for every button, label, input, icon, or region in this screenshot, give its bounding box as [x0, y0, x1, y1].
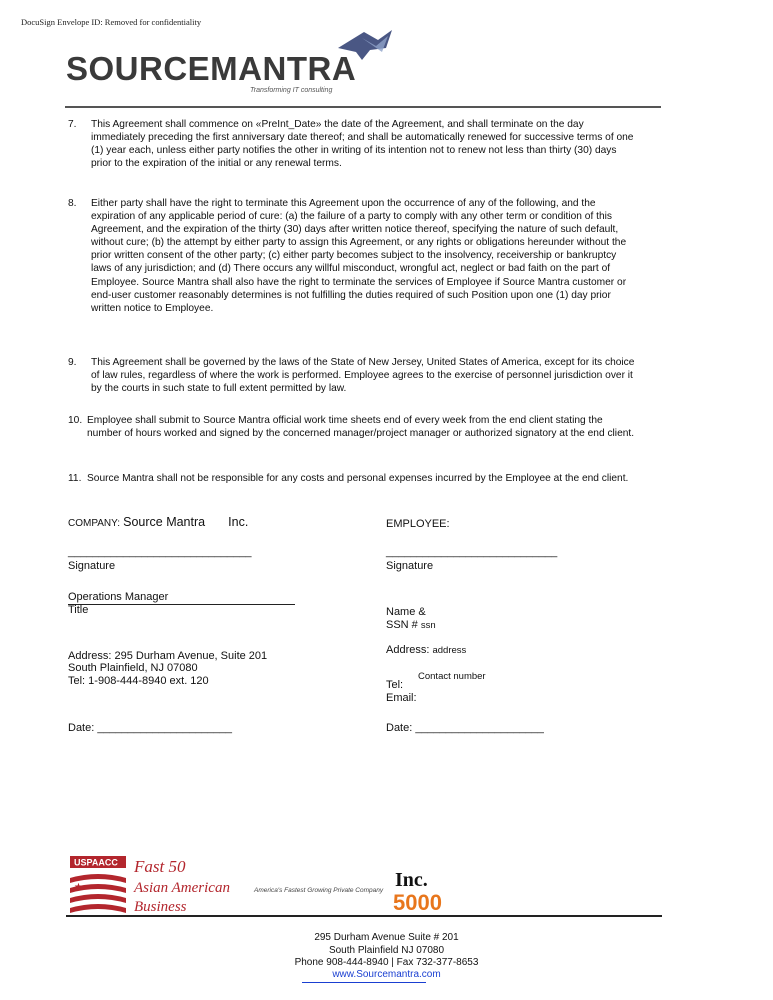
employee-contact-value[interactable]: Contact number — [418, 671, 486, 682]
company-date-field[interactable]: Date: ______________________ — [68, 722, 232, 734]
clause-number: 9. — [68, 357, 77, 368]
inc-label: Inc. — [395, 869, 428, 891]
employee-address-label: Address: — [386, 644, 430, 656]
website-underline — [302, 982, 426, 983]
company-title-value: Operations Manager — [68, 591, 169, 603]
employee-name-label: Name & — [386, 606, 426, 618]
clause-10 — [68, 414, 638, 440]
logo-wordmark: SOURCEMANTRA — [66, 50, 357, 87]
employee-ssn-value[interactable]: ssn — [420, 620, 436, 631]
employee-ssn-label: SSN # — [386, 619, 418, 631]
flag-icon — [70, 874, 126, 913]
logo-tagline: Transforming IT consulting — [250, 87, 333, 94]
clause-number: 8. — [68, 198, 77, 209]
clause-11 — [68, 472, 638, 485]
clause-9 — [68, 356, 638, 395]
fast50-subtitle: Asian American — [134, 880, 230, 896]
footer-website-link[interactable]: www.Sourcemantra.com — [332, 969, 441, 980]
fast50-business: Business — [134, 899, 187, 914]
company-address-2: South Plainfield, NJ 07080 — [68, 662, 198, 674]
company-heading — [68, 516, 248, 530]
uspaacc-fast50-logo — [70, 856, 240, 914]
employee-heading: EMPLOYEE: — [386, 518, 450, 530]
clause-text: Either party shall have the right to terminate this Agreement upon the occurrence of any of the following, and the expiration of any applicable period of cure: (a) the failure of a party to comply with any other term or condition of this Agreement, and the expiration of the thirty (30) days after written notice thereof, specifying the nature of such default, without cure; (b) the attempt by either party to assign this Agreement, or any rights or obligations hereunder without the prior written consent of the other party; (c) either party becomes subject to the insolvency, receivership or bankruptcy laws of any jurisdiction; and (d) There occurs any willful misconduct, wrongful act, neglect or bad faith on the part of Employee. Source Mantra shall also have the right to terminate the services of Employee if Source Mantra customer or end-user customer reasonably determines is not fulfilling the duties required of such Position upon one (1) day prior written notice to Employee. — [91, 198, 627, 314]
clause-text: This Agreement shall be governed by the laws of the State of New Jersey, United States of America, except for its choice of law rules, regardless of where the work is performed. Employee agrees to the exercise of personnel jurisdiction over it by the courts in such state to full extent permitted by law. — [91, 357, 635, 395]
clause-number: 11. — [68, 473, 82, 484]
fastest-growing-text: America's Fastest Growing Private Company — [254, 887, 384, 894]
company-title-label: Title — [68, 604, 89, 616]
envelope-id: DocuSign Envelope ID: Removed for confidentiality — [21, 17, 202, 27]
clause-text: Source Mantra shall not be responsible for any costs and personal expenses incurred by the Employee at the end client. — [87, 473, 629, 484]
employee-tel-label: Tel: — [386, 679, 404, 691]
employee-signature-label: Signature — [386, 560, 434, 572]
company-label: COMPANY: — [68, 518, 121, 529]
clause-text: Employee shall submit to Source Mantra official work time sheets end of every week from the end client stating the number of hours worked and signed by the concerned manager/project manager or authorized signatory at the end client. — [87, 415, 635, 440]
company-signature-line[interactable]: ______________________________ — [68, 546, 252, 558]
footer-address-2: South Plainfield NJ 07080 — [328, 945, 445, 956]
clause-7 — [68, 118, 638, 170]
fast50-title: Fast 50 — [134, 857, 186, 876]
clause-number: 10. — [68, 415, 83, 426]
employee-date-field[interactable]: Date: _____________________ — [386, 722, 544, 734]
footer-phone: Phone 908-444-8940 | Fax 732-377-8653 — [294, 957, 479, 968]
svg-text:★: ★ — [74, 882, 83, 893]
footer-divider — [66, 915, 662, 917]
clause-text: This Agreement shall commence on «PreInt_Date» the date of the Agreement, and shall terminate on the day immediately preceding the first anniversary date thereof; and shall be automatically renewed for successive terms of one (1) year each, unless either party notifies the other in writing of its intention not to renew not less than thirty (30) days prior to the expiration of the initial or any renewal terms. — [91, 119, 634, 170]
clause-8 — [68, 197, 638, 315]
header-divider — [65, 106, 661, 108]
company-signature-label: Signature — [68, 560, 116, 572]
footer-address-1: 295 Durham Avenue Suite # 201 — [314, 932, 459, 943]
company-address-1: Address: 295 Durham Avenue, Suite 201 — [68, 650, 268, 662]
company-suffix: Inc. — [228, 515, 249, 529]
company-name: Source Mantra — [123, 515, 206, 529]
employee-address — [386, 644, 466, 657]
uspaacc-label: USPAACC — [74, 857, 118, 868]
clause-number: 7. — [68, 119, 77, 130]
company-tel: Tel: 1-908-444-8940 ext. 120 — [68, 675, 209, 687]
employee-signature-line[interactable]: ____________________________ — [386, 546, 558, 558]
employee-ssn — [386, 619, 436, 632]
company-title-field — [68, 591, 295, 605]
inc5000-label: 5000 — [393, 890, 442, 914]
sourcemantra-logo — [66, 30, 406, 94]
employee-address-value[interactable]: address — [432, 645, 467, 656]
inc5000-logo — [393, 866, 453, 914]
employee-email-label: Email: — [386, 692, 417, 704]
